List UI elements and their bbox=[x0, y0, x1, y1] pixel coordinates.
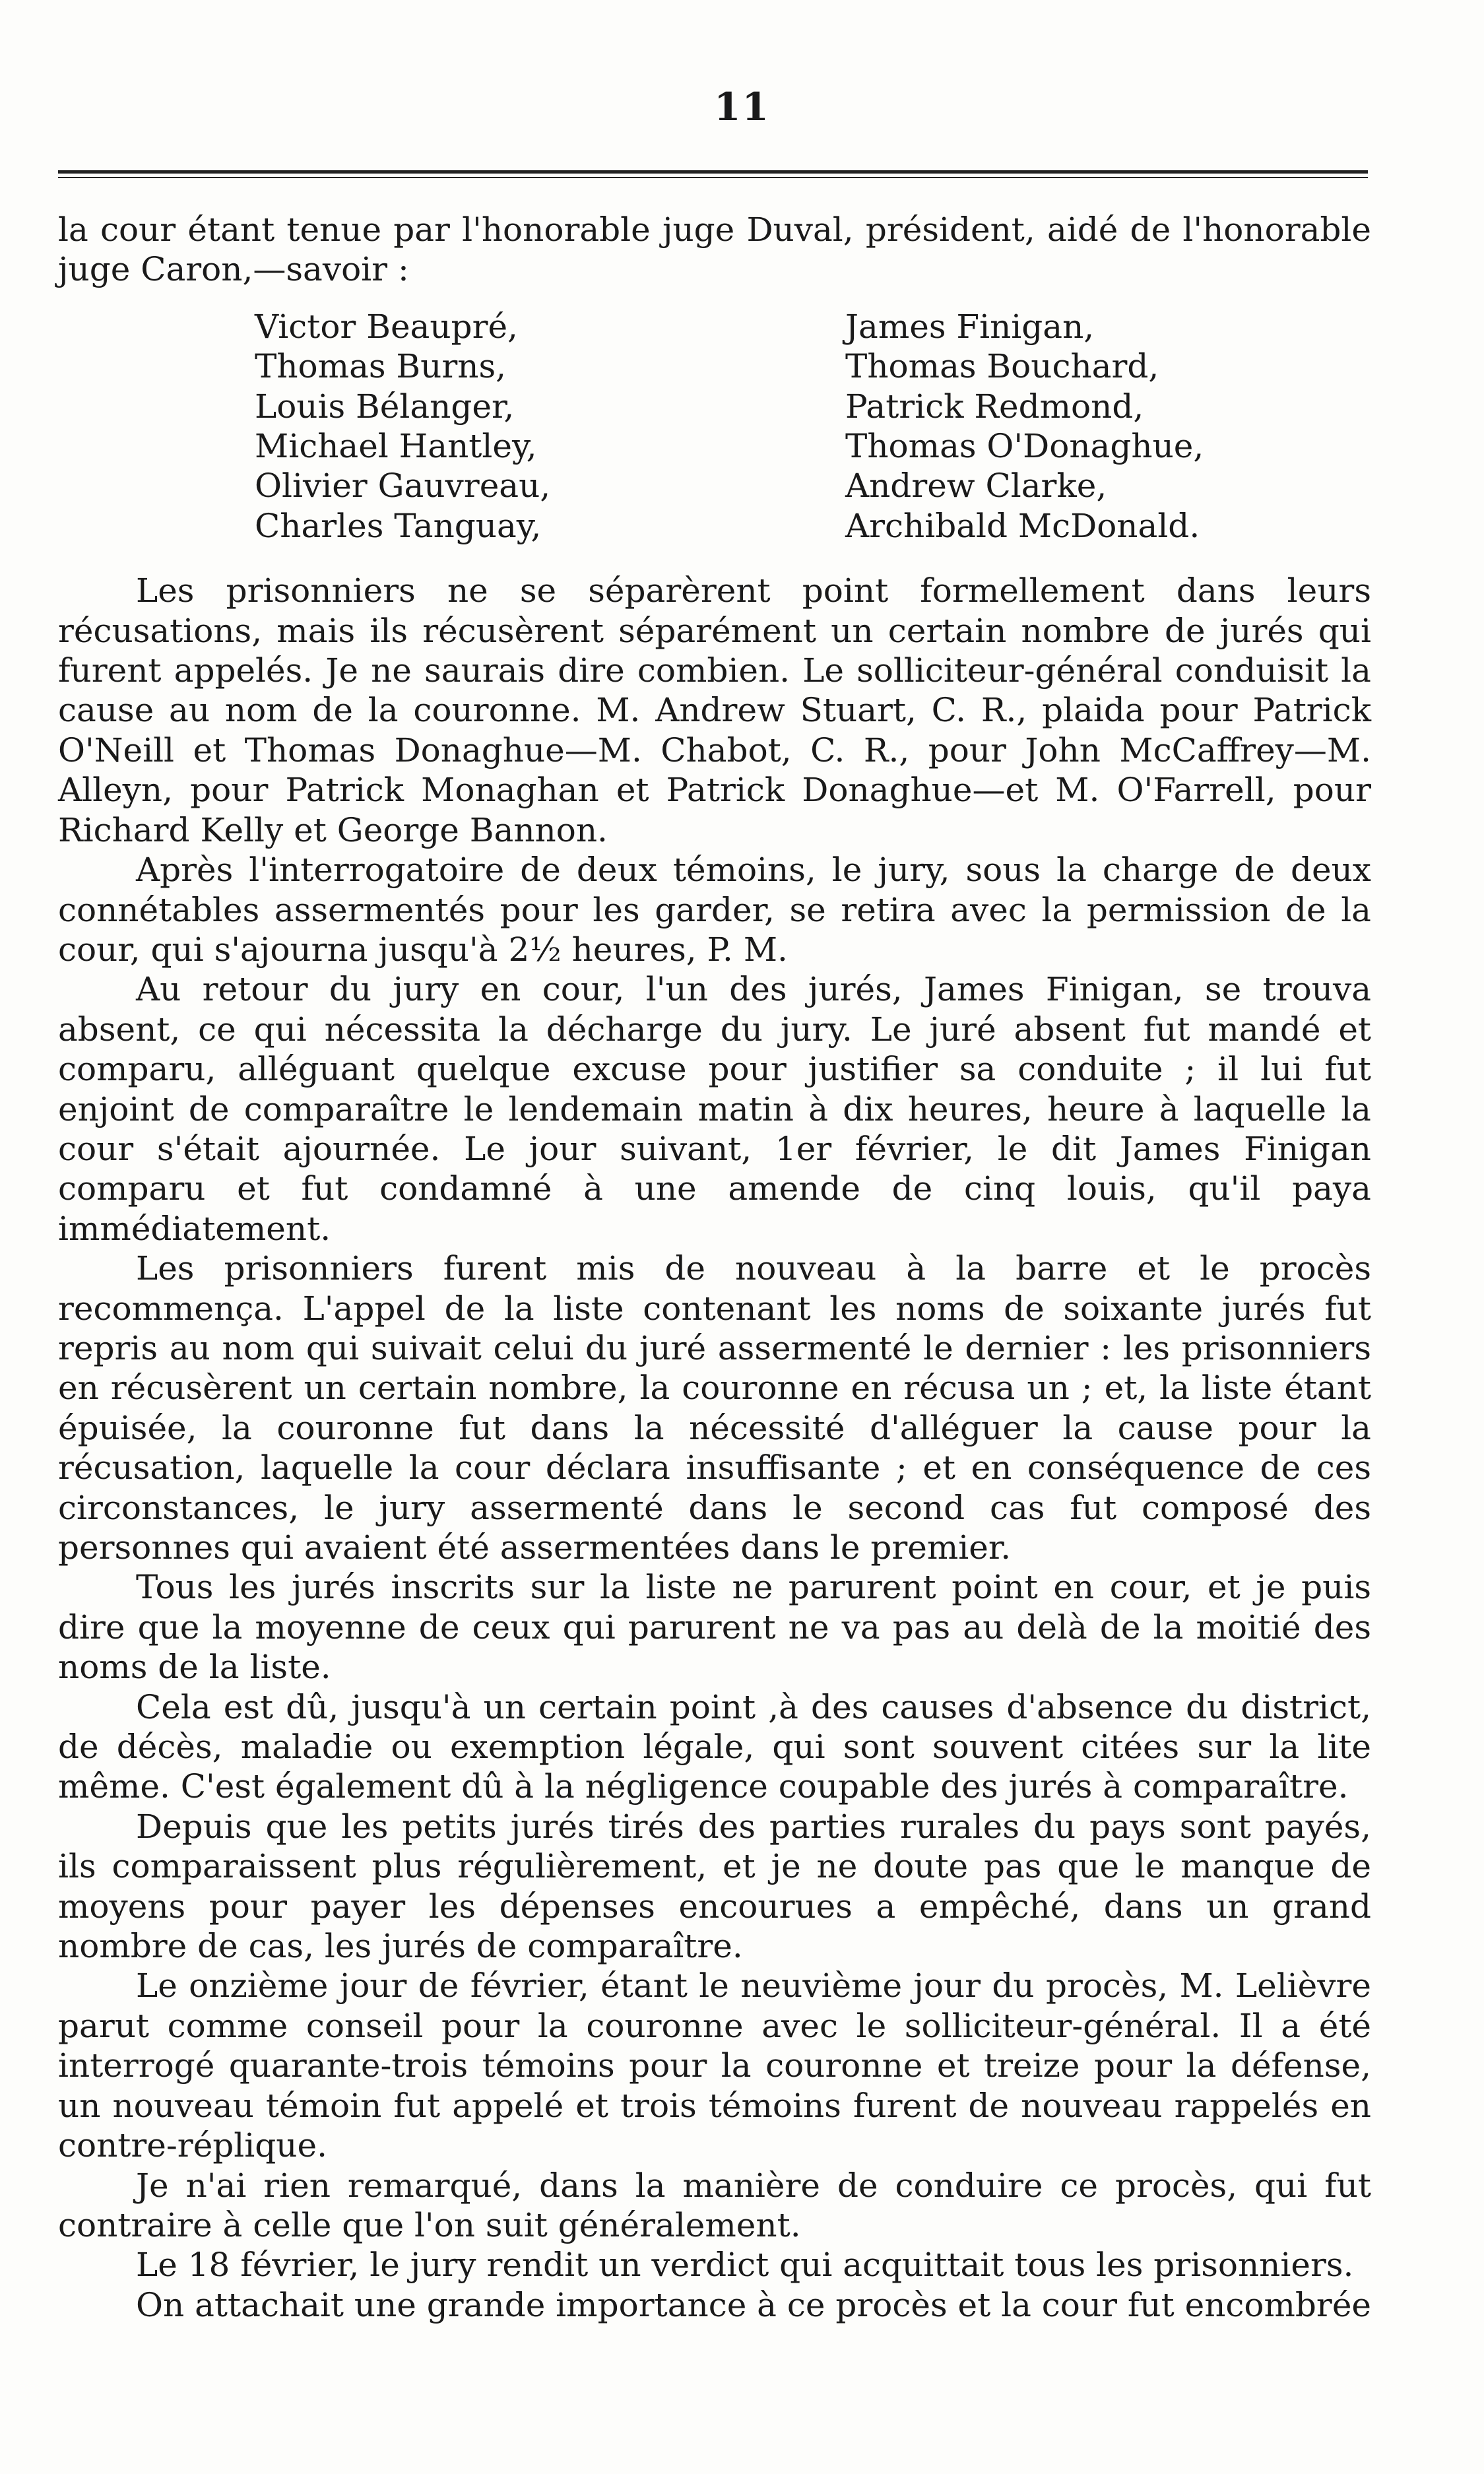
header-rule-thick bbox=[58, 170, 1368, 174]
paragraph: Après l'interrogatoire de deux témoins, le jury, sous la charge de deux connétables assermentés pour les garder, se retira avec la permission de la cour, qui s'ajourna jusqu'à 2½ heures, P. M. bbox=[58, 851, 1371, 969]
juror-name: Archibald McDonald. bbox=[845, 506, 1200, 545]
juror-list bbox=[58, 307, 1371, 546]
juror-name: Thomas Bouchard, bbox=[845, 347, 1159, 386]
juror-name: Patrick Redmond, bbox=[845, 387, 1144, 426]
juror-column-left bbox=[255, 307, 845, 546]
juror-name: Louis Bélanger, bbox=[255, 387, 515, 426]
juror-name: Michael Hantley, bbox=[255, 427, 537, 466]
juror-column-right bbox=[845, 307, 1484, 546]
paragraph: Les prisonniers ne se séparèrent point formellement dans leurs récusations, mais ils récusèrent séparément un certain nombre de jurés qui furent appelés. Je ne saurais dire combien. Le solliciteur-général conduisit la cause au nom de la couronne. M. Andrew Stuart, C. R., plaida pour Patrick O'Neill et Thomas Donaghue—M. Chabot, C. R., pour John McCaffrey—M. Alleyn, pour Patrick Monaghan et Patrick Donaghue—et M. O'Farrell, pour Richard Kelly et George Bannon. bbox=[58, 571, 1371, 849]
paragraph: Le onzième jour de février, étant le neuvième jour du procès, M. Lelièvre parut comme conseil pour la couronne avec le solliciteur-général. Il a été interrogé quarante-trois témoins pour la couronne et treize pour la défense, un nouveau témoin fut appelé et trois témoins furent de nouveau rappelés en contre-réplique. bbox=[58, 1967, 1371, 2165]
paragraph: Je n'ai rien remarqué, dans la manière de conduire ce procès, qui fut contraire à celle que l'on suit généralement. bbox=[58, 2166, 1371, 2244]
juror-name: Thomas Burns, bbox=[255, 347, 507, 386]
juror-name: Victor Beaupré, bbox=[255, 307, 518, 346]
intro-paragraph: la cour étant tenue par l'honorable juge Duval, président, aidé de l'honorable juge Caron,—savoir : bbox=[58, 211, 1371, 289]
paragraph: Cela est dû, jusqu'à un certain point ,à des causes d'absence du district, de décès, maladie ou exemption légale, qui sont souvent citées sur la lite même. C'est également dû à la négligence coupable des jurés à comparaître. bbox=[58, 1687, 1371, 1806]
paragraph: Depuis que les petits jurés tirés des parties rurales du pays sont payés, ils comparaissent plus régulièrement, et je ne doute pas que le manque de moyens pour payer les dépenses encourues a empêché, dans un grand nombre de cas, les jurés de comparaître. bbox=[58, 1807, 1371, 1966]
juror-name: Thomas O'Donaghue, bbox=[845, 427, 1204, 466]
paragraph: Le 18 février, le jury rendit un verdict qui acquittait tous les prisonniers. bbox=[136, 2246, 1354, 2285]
juror-name: Andrew Clarke, bbox=[845, 467, 1107, 505]
paragraph: Les prisonniers furent mis de nouveau à la barre et le procès recommença. L'appel de la liste contenant les noms de soixante jurés fut repris au nom qui suivait celui du juré assermenté le dernier : les prisonniers en récusèrent un certain nombre, la couronne en récusa un ; et, la liste étant épuisée, la couronne fut dans la nécessité d'alléguer la cause pour la récusation, laquelle la cour déclara insuffisante ; et en conséquence de ces circonstances, le jury assermenté dans le second cas fut composé des personnes qui avaient été assermentées dans le premier. bbox=[58, 1249, 1371, 1567]
paragraph: Tous les jurés inscrits sur la liste ne parurent point en cour, et je puis dire que la moyenne de ceux qui parurent ne va pas au delà de la moitié des noms de la liste. bbox=[58, 1568, 1371, 1687]
header-rule-thin bbox=[58, 177, 1368, 178]
juror-name: James Finigan, bbox=[845, 307, 1095, 346]
page-number: 11 bbox=[714, 84, 770, 129]
juror-name: Charles Tanguay, bbox=[255, 506, 542, 545]
paragraph: On attachait une grande importance à ce procès et la cour fut encombrée bbox=[136, 2285, 1371, 2324]
body-text bbox=[58, 210, 1371, 2325]
paragraph: Au retour du jury en cour, l'un des jurés, James Finigan, se trouva absent, ce qui nécessita la décharge du jury. Le juré absent fut mandé et comparu, alléguant quelque excuse pour justifier sa conduite ; il lui fut enjoint de comparaître le lendemain matin à dix heures, heure à laquelle la cour s'était ajournée. Le jour suivant, 1er février, le dit James Finigan comparu et fut condamné à une amende de cinq louis, qu'il paya immédiatement. bbox=[58, 970, 1371, 1248]
juror-name: Olivier Gauvreau, bbox=[255, 467, 551, 505]
